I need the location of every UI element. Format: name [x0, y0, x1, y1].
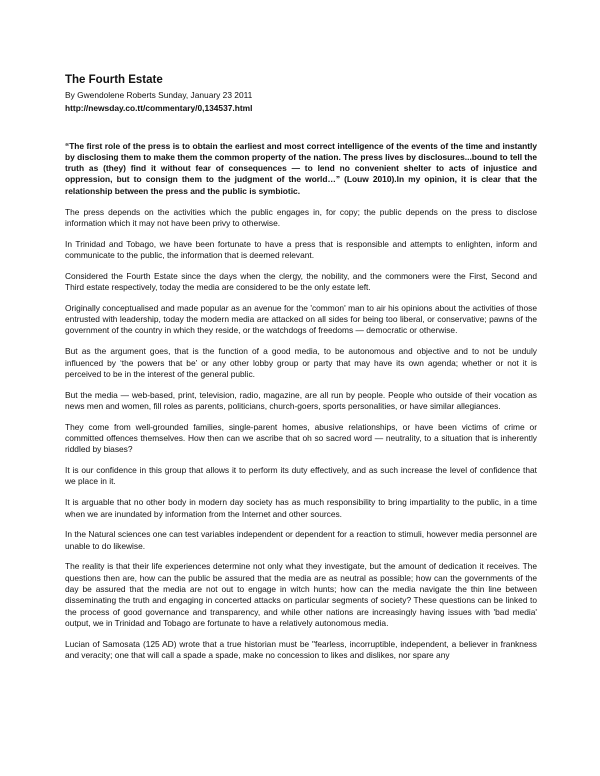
byline: By Gwendolene Roberts Sunday, January 23 2011 — [65, 90, 253, 100]
paragraph: The reality is that their life experiences determine not only what they investigate, but the amount of dedication it receives. The questions then are, how can the public be assured that the media are as neutral as possible; how can the governments of the day be assured that the media are not out to engage in witch hunts; how can the media navigate the thin line between disseminating the truth and engaging in concerted attacks on particular segments of society? These questions can be linked to the process of good governance and transparency, and while other nations are increasingly having issues with 'bad media' output, we in Trinidad and Tobago are fortunate to have a relatively autonomous media. — [65, 561, 537, 628]
opening-quote: “The first role of the press is to obtain the earliest and most correct intelligence of the events of the time and instantly by disclosing them to make them the common property of the nation. The press lives by disclosures...bound to tell the truth as (they) find it without fear of consequences — to lend no convenient shelter to acts of injustice and oppression, but to consign them to the judgment of the world…” (Louw 2010).In my opinion, it is clear that the relationship between the press and the public is symbiotic. — [65, 140, 537, 196]
paragraph: Lucian of Samosata (125 AD) wrote that a true historian must be "fearless, incorruptible, independent, a believer in frankness and veracity; one that will call a spade a spade, make no concession to likes and dislikes, nor spare any — [65, 638, 537, 660]
source-url: http://newsday.co.tt/commentary/0,134537.html — [65, 103, 253, 114]
paragraph: The press depends on the activities which the public engages in, for copy; the public depends on the press to disclose information which it may not have been privy to otherwise. — [65, 206, 537, 228]
paragraph: It is our confidence in this group that allows it to perform its duty effectively, and as such increase the level of confidence that we place in it. — [65, 465, 537, 487]
paragraph: In the Natural sciences one can test variables independent or dependent for a reaction to stimuli, however media personnel are unable to do likewise. — [65, 529, 537, 551]
paragraph: In Trinidad and Tobago, we have been fortunate to have a press that is responsible and attempts to enlighten, inform and communicate to the public, the information that is deemed relevant. — [65, 238, 537, 260]
paragraph: Considered the Fourth Estate since the days when the clergy, the nobility, and the commoners were the First, Second and Third estate respectively, today the media are considered to be the only estate left. — [65, 270, 537, 293]
article-title: The Fourth Estate — [65, 74, 163, 86]
paragraph: Originally conceptualised and made popular as an avenue for the 'common' man to air his opinions about the activities of those entrusted with leadership, today the modern media are attacked on all sides for being too liberal, or conservative; pawns of the government of the country in which they reside, or the watchdogs of freedoms — democratic or otherwise. — [65, 302, 537, 336]
paragraph: But as the argument goes, that is the function of a good media, to be autonomous and objective and to not be unduly influenced by ‘the powers that be’ or any other lobby group or party that may have its own agenda; whether or not it is perceived to be in the interest of the general public. — [65, 346, 537, 379]
paragraph: They come from well-grounded families, single-parent homes, abusive relationships, or have been victims of crime or committed offences themselves. How then can we ascribe that oh so sacred word — neutrality, to a situation that is inherently riddled by biases? — [65, 421, 537, 455]
paragraph: It is arguable that no other body in modern day society has as much responsibility to bring impartiality to the public, in a time when we are inundated by information from the Internet and other sources. — [65, 497, 537, 519]
paragraph: But the media — web-based, print, television, radio, magazine, are all run by people. People who outside of their vocation as news men and women, fill roles as parents, politicians, church-goers, sports personalities, or have similar allegiances. — [65, 389, 537, 411]
